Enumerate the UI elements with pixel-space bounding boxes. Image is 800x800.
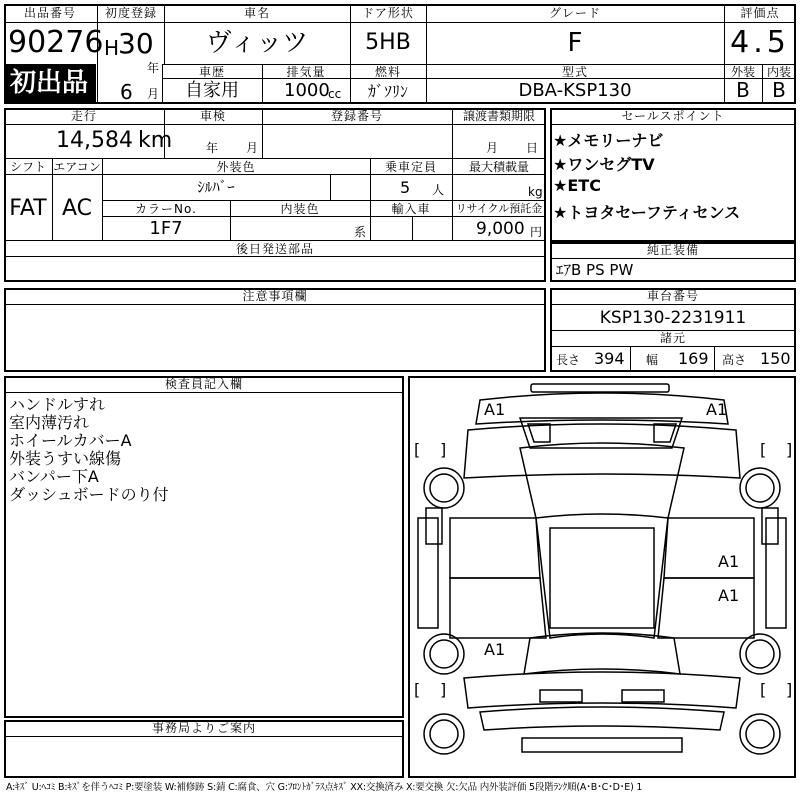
model: DBA-KSP130 — [518, 80, 632, 101]
inspection-month-unit: 月 — [246, 141, 259, 155]
sales-points-label: セールスポイント — [621, 109, 725, 123]
first-listing-badge: 初出品 — [6, 64, 96, 102]
inspector-label: 検査員記入欄 — [164, 377, 244, 391]
import-label: 輸入車 — [391, 202, 431, 216]
bracket: ] — [440, 440, 447, 459]
mileage: 14,584 — [56, 128, 133, 153]
transfer-label: 譲渡書類期限 — [462, 109, 536, 123]
sales-points-list — [553, 128, 740, 224]
recycle-unit: 円 — [530, 225, 543, 239]
interior-label: 内装 — [766, 65, 792, 79]
mileage-label: 走行 — [70, 109, 98, 123]
mileage-unit: km — [138, 128, 173, 153]
score: 4.5 — [730, 25, 790, 60]
office-label: 事務局よりご案内 — [151, 721, 257, 735]
exterior-grade: B — [736, 78, 750, 102]
length-label: 長さ — [556, 353, 581, 367]
inspector-note: ホイールカバーA — [9, 431, 132, 450]
grade: F — [567, 28, 583, 58]
color-no: 1F7 — [149, 218, 183, 239]
ext-color: ｼﾙﾊﾞｰ — [197, 178, 235, 196]
history: 自家用 — [185, 80, 239, 101]
score-label: 評価点 — [740, 6, 780, 20]
inspection-label: 車検 — [199, 109, 227, 123]
reg-year: 30 — [118, 27, 154, 60]
car-name: ヴィッツ — [205, 28, 309, 58]
bracket: [ — [760, 680, 767, 699]
int-color-unit: 系 — [354, 225, 367, 239]
bracket: [ — [414, 440, 421, 459]
displacement-label: 排気量 — [286, 65, 326, 79]
damage-mark: A1 — [706, 400, 728, 419]
height: 150 — [760, 349, 791, 368]
capacity-label: 乗車定員 — [384, 160, 438, 174]
load-unit: kg — [528, 185, 543, 199]
bracket: ] — [786, 680, 793, 699]
shift: FAT — [9, 196, 47, 221]
sales-point: ★ETC — [553, 176, 601, 195]
legend-text: A:ｷｽﾞ U:ﾍｺﾐ B:ｷｽﾞを伴うﾍｺﾐ P:要塗装 W:補修跡 S:錆 C:腐食、穴 G:ﾌﾛﾝﾄｶﾞﾗｽ点ｷｽﾞ XX:交換済み X:要交換 欠:欠品 内外装評価 5段階ﾗﾝｸ順(A･B･C･D･E) 1 — [6, 782, 643, 793]
inspector-notes — [9, 396, 169, 504]
later-parts-label: 後日発送部品 — [235, 242, 315, 256]
sales-point: ★トヨタセーフティセンス — [553, 203, 741, 222]
spec-label: 諸元 — [659, 331, 687, 345]
first-reg-label: 初度登録 — [104, 6, 158, 20]
damage-mark: A1 — [718, 552, 740, 571]
car-outline-drawing — [410, 378, 794, 776]
recycle-label: リサイクル預託金 — [455, 202, 543, 215]
lot-number-label: 出品番号 — [23, 6, 77, 20]
inspector-note: ハンドルすれ — [9, 395, 106, 414]
ext-color-label: 外装色 — [216, 160, 256, 174]
damage-mark: A1 — [718, 586, 740, 605]
door-label: ドア形状 — [362, 6, 414, 20]
load-label: 最大積載量 — [468, 160, 530, 174]
chassis-number: KSP130-2231911 — [599, 308, 747, 328]
inspector-note: ダッシュボードのり付 — [9, 485, 169, 504]
length: 394 — [594, 349, 625, 368]
height-label: 高さ — [722, 353, 747, 367]
inspector-note: 外装うすい線傷 — [9, 449, 122, 468]
transfer-day-unit: 日 — [526, 141, 539, 155]
reg-month: 6 — [120, 80, 133, 104]
fuel: ｶﾞｿﾘﾝ — [367, 82, 409, 101]
bracket: ] — [786, 440, 793, 459]
sales-point: ★メモリーナビ — [553, 131, 664, 150]
month-unit: 月 — [147, 87, 160, 101]
inspector-note: バンパー下A — [9, 467, 99, 486]
displacement-unit: cc — [328, 87, 342, 101]
ac-label: エアコン — [53, 160, 101, 174]
bracket: ] — [440, 680, 447, 699]
car-damage-diagram — [408, 376, 796, 778]
fuel-label: 燃料 — [374, 65, 402, 79]
exterior-label: 外装 — [730, 65, 756, 79]
width-label: 幅 — [646, 353, 659, 367]
chassis-label: 車台番号 — [646, 289, 700, 303]
capacity: 5 — [400, 178, 411, 197]
recycle-fee: 9,000 — [476, 219, 525, 239]
era: H — [104, 36, 120, 60]
width: 169 — [678, 349, 709, 368]
shift-label: シフト — [9, 160, 47, 174]
door-type: 5HB — [365, 30, 411, 55]
lot-number: 90276 — [8, 25, 104, 60]
damage-mark: A1 — [484, 640, 506, 659]
history-label: 車歴 — [198, 65, 226, 79]
equipment-label: 純正装備 — [646, 243, 700, 257]
int-color-label: 内装色 — [280, 202, 320, 216]
bracket: [ — [414, 680, 421, 699]
interior-grade: B — [772, 78, 786, 102]
bracket: [ — [760, 440, 767, 459]
model-label: 型式 — [561, 65, 589, 79]
capacity-unit: 人 — [432, 183, 445, 197]
grade-label: グレード — [548, 6, 602, 20]
equipment-value: ｴｱB PS PW — [556, 261, 634, 279]
color-no-label: カラーNo. — [135, 202, 197, 216]
caution-label: 注意事項欄 — [242, 289, 308, 303]
air-conditioner: AC — [61, 196, 93, 221]
car-name-label: 車名 — [243, 6, 271, 20]
year-unit: 年 — [147, 61, 160, 75]
sales-point: ★ワンセグTV — [553, 155, 655, 174]
inspector-note: 室内薄汚れ — [9, 413, 90, 432]
inspection-year-unit: 年 — [206, 141, 219, 155]
transfer-month-unit: 月 — [486, 141, 499, 155]
reg-no-label: 登録番号 — [330, 109, 384, 123]
damage-mark: A1 — [484, 400, 506, 419]
displacement: 1000 — [284, 80, 330, 101]
